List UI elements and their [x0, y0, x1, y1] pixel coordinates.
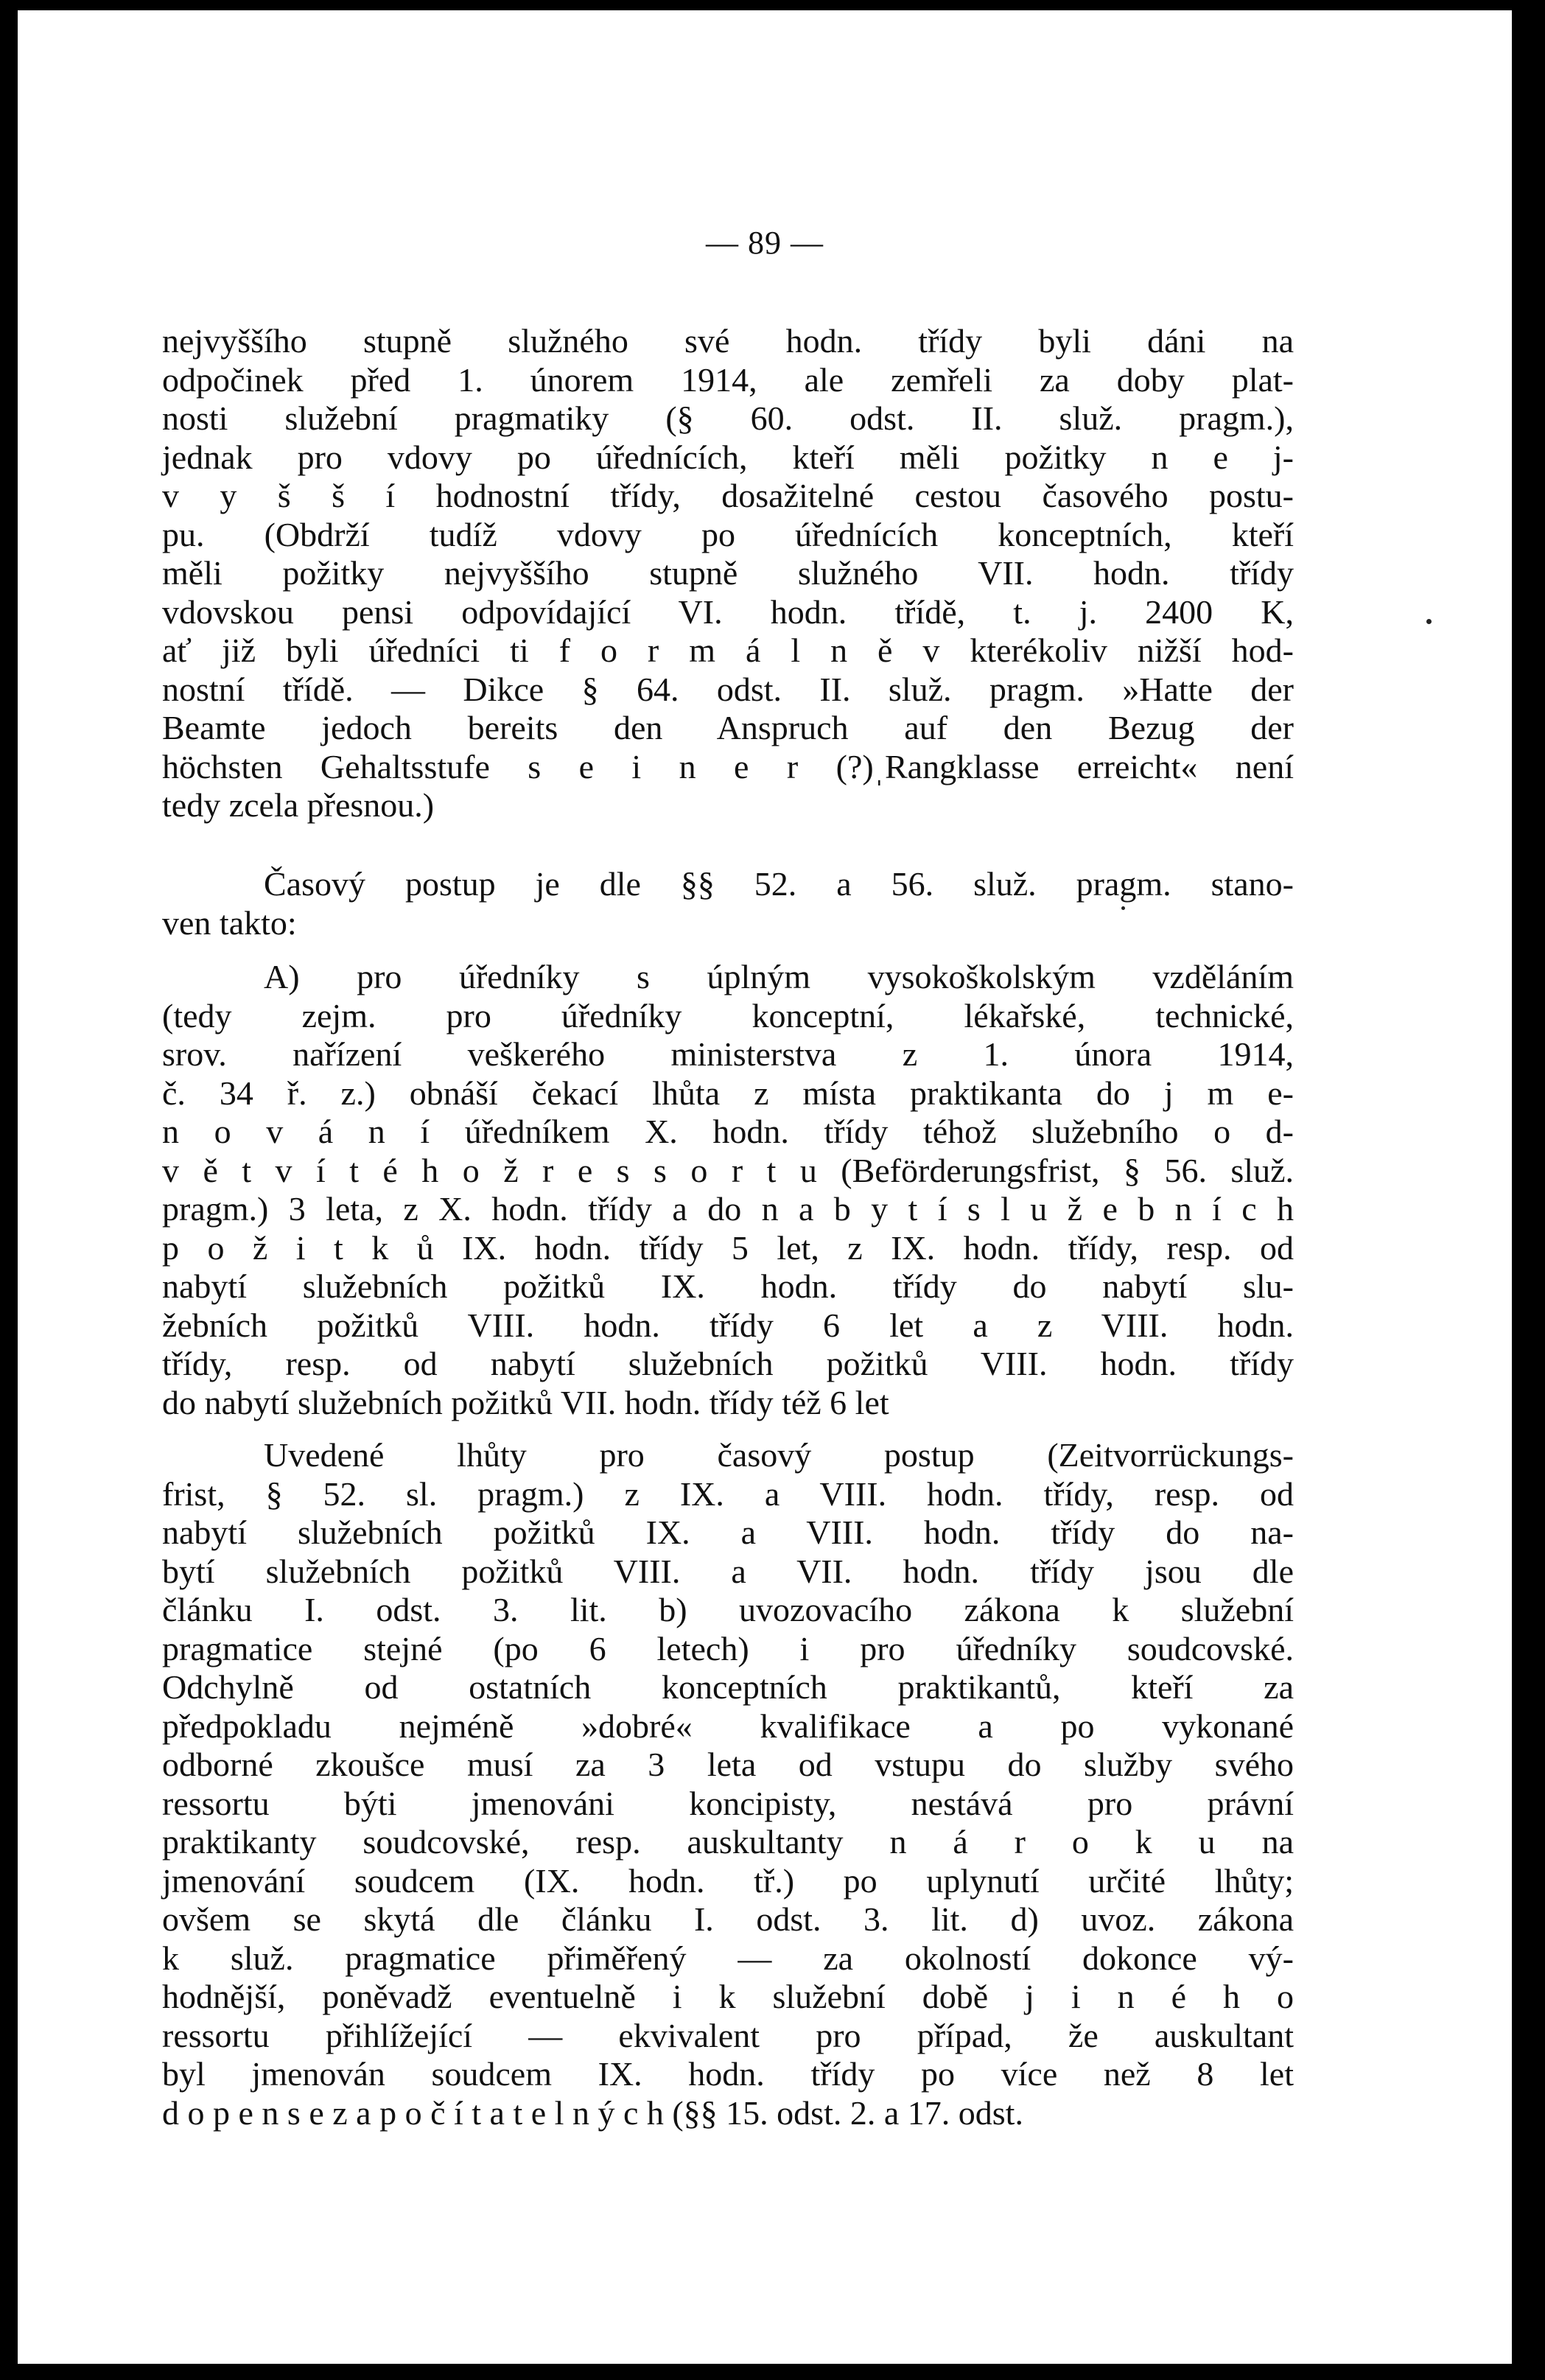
text-line: hodnější, poněvadž eventuelně i k služební době j i n é h o [162, 1978, 1294, 2015]
text-line: tedy zcela přesnou.) [162, 786, 435, 824]
text-line: nostní třídě. — Dikce § 64. odst. II. služ. pragm. »Hatte der [162, 670, 1294, 708]
text-line: Beamte jedoch bereits den Anspruch auf den Bezug der [162, 709, 1294, 746]
text-line: vdovskou pensi odpovídající VI. hodn. třídě, t. j. 2400 K, [162, 592, 1294, 631]
text-line: ven takto: [162, 903, 297, 942]
text-line: nejvyššího stupně služného své hodn. třídy byli dáni na [162, 322, 1294, 360]
page-number: — 89 — [706, 225, 824, 261]
text-line: pu. (Obdrží tudíž vdovy po úřednících konceptních, kteří [162, 515, 1294, 553]
text-line: k služ. pragmatice přiměřený — za okolností dokonce vý- [162, 1939, 1294, 1977]
book-page [18, 10, 1512, 2364]
text-line: měli požitky nejvyššího stupně služného VII. hodn. třídy [162, 554, 1294, 592]
text-line: praktikanty soudcovské, resp. auskultanty n á r o k u na [162, 1823, 1294, 1861]
text-line: pragmatice stejné (po 6 letech) i pro úředníky soudcovské. [162, 1629, 1294, 1667]
text-line: Časový postup je dle §§ 52. a 56. služ. pragm. stano- [264, 865, 1294, 903]
text-line: d o p e n s e z a p o č í t a t e l n ý c h (§§ 15. odst. 2. a 17. odst. [162, 2093, 1023, 2132]
text-line: ressortu býti jmenováni koncipisty, nestává pro právní [162, 1784, 1294, 1822]
print-speck [1121, 906, 1125, 910]
text-line: žebních požitků VIII. hodn. třídy 6 let a z VIII. hodn. [162, 1306, 1294, 1344]
text-line: článku I. odst. 3. lit. b) uvozovacího zákona k služební [162, 1591, 1294, 1628]
paragraph-1 [162, 322, 1294, 825]
text-line: nosti služební pragmatiky (§ 60. odst. II. služ. pragm.), [162, 399, 1294, 437]
text-line: ovšem se skytá dle článku I. odst. 3. lit. d) uvoz. zákona [162, 1900, 1294, 1938]
text-line: nabytí služebních požitků IX. a VIII. hodn. třídy do na- [162, 1513, 1294, 1551]
text-line: bytí služebních požitků VIII. a VII. hodn. třídy jsou dle [162, 1552, 1294, 1590]
text-line: n o v á n í úředníkem X. hodn. třídy téhož služebního o d- [162, 1113, 1294, 1150]
text-line: p o ž i t k ů IX. hodn. třídy 5 let, z IX. hodn. třídy, resp. od [162, 1228, 1294, 1267]
text-line: odborné zkoušce musí za 3 leta od vstupu do služby svého [162, 1746, 1294, 1783]
text-line: třídy, resp. od nabytí služebních požitků VIII. hodn. třídy [162, 1345, 1294, 1382]
text-line: do nabytí služebních požitků VII. hodn. třídy též 6 let [162, 1383, 889, 1421]
text-line: ressortu přihlížející — ekvivalent pro případ, že auskultant [162, 2016, 1294, 2054]
text-line: Odchylně od ostatních konceptních praktikantů, kteří za [162, 1668, 1294, 1706]
paragraph-2 [162, 865, 1294, 942]
text-line: jmenování soudcem (IX. hodn. tř.) po uplynutí určité lhůty; [162, 1861, 1294, 1900]
text-line: A) pro úředníky s úplným vysokoškolským vzděláním [264, 958, 1294, 995]
text-line: ať již byli úředníci ti f o r m á l n ě v kterékoliv nižší hod- [162, 631, 1294, 669]
paragraph-3 [162, 958, 1294, 1422]
text-line: pragm.) 3 leta, z X. hodn. třídy a do n a b y t í s l u ž e b n í c h [162, 1190, 1294, 1228]
text-line: nabytí služebních požitků IX. hodn. třídy do nabytí slu- [162, 1267, 1294, 1305]
print-speck [1426, 619, 1432, 624]
text-line: odpočinek před 1. únorem 1914, ale zemřeli za doby plat- [162, 360, 1294, 399]
text-line: jednak pro vdovy po úřednících, kteří měli požitky n e j- [162, 438, 1294, 476]
paragraph-4 [162, 1436, 1294, 2132]
text-line: frist, § 52. sl. pragm.) z IX. a VIII. hodn. třídy, resp. od [162, 1474, 1294, 1513]
text-line: byl jmenován soudcem IX. hodn. třídy po více než 8 let [162, 2055, 1294, 2093]
text-line: srov. nařízení veškerého ministerstva z 1. února 1914, [162, 1035, 1294, 1073]
text-line: předpokladu nejméně »dobré« kvalifikace a po vykonané [162, 1707, 1294, 1745]
text-line: č. 34 ř. z.) obnáší čekací lhůta z místa praktikanta do j m e- [162, 1074, 1294, 1112]
text-line: v y š š í hodnostní třídy, dosažitelné cestou časového postu- [162, 477, 1294, 514]
text-line: höchsten Gehaltsstufe s e i n e r (?)ˌRangklasse erreicht« není [162, 747, 1294, 785]
text-line: (tedy zejm. pro úředníky konceptní, lékařské, technické, [162, 996, 1294, 1035]
text-line: Uvedené lhůty pro časový postup (Zeitvorrückungs- [264, 1436, 1294, 1474]
text-line: v ě t v í t é h o ž r e s s o r t u (Beförderungsfrist, § 56. služ. [162, 1151, 1294, 1189]
